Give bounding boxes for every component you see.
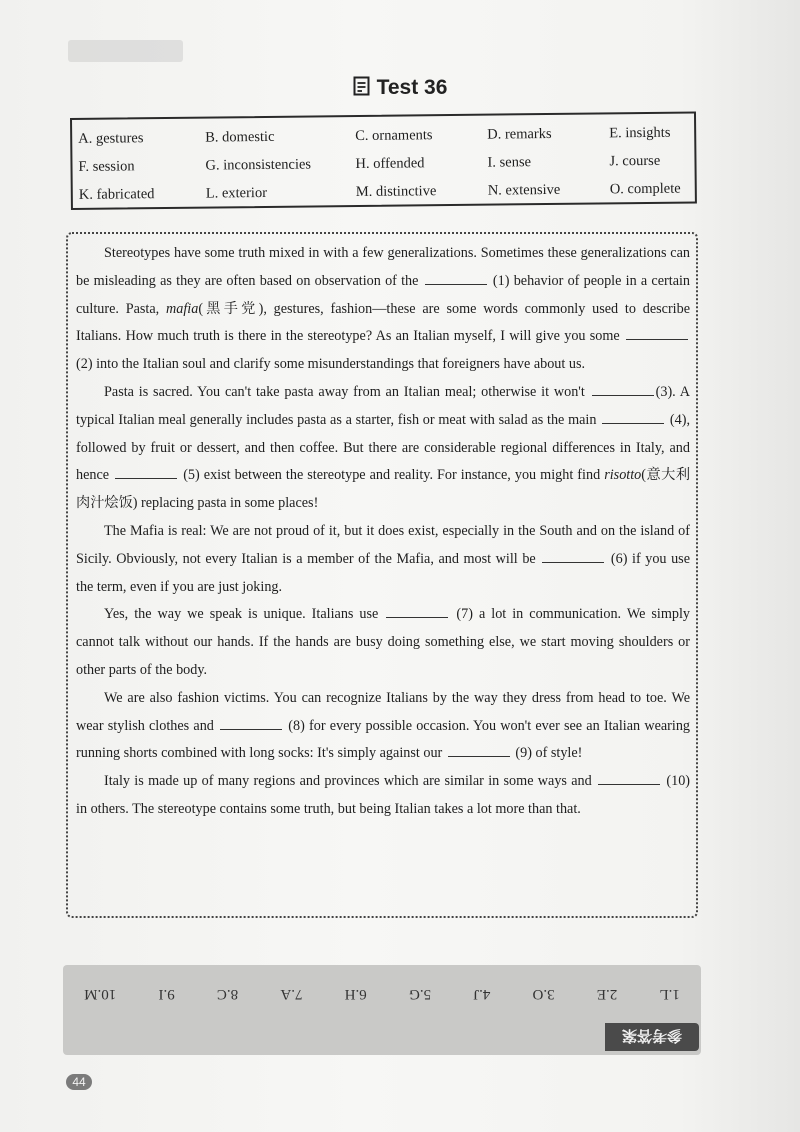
answer-blank-4[interactable] — [602, 409, 664, 424]
paragraph-1: Stereotypes have some truth mixed in with a few generalizations. Sometimes these generalizations can be misleading as they are often based on observation of the (1) behavior of people in a certain culture. Pasta, mafia(黑手党), gestures, fashion—these are some words commonly used to describe Italians. How much truth is there in the stereotype? As an Italian myself, I will give you some (2) into the Italian soul and clarify some misunderstandings that foreigners have about us. — [76, 245, 691, 373]
answer-item: 3.O — [532, 986, 555, 1003]
answer-blank-5[interactable] — [115, 464, 177, 479]
answer-key-label: 参考答案 — [605, 1023, 699, 1051]
word-option: I. sense — [487, 154, 532, 171]
word-option: K. fabricated — [78, 186, 155, 203]
answer-list — [63, 979, 701, 1009]
word-option: G. inconsistencies — [205, 156, 312, 174]
answer-key — [63, 965, 701, 1055]
word-bank — [70, 111, 697, 210]
answer-item: 4.J — [473, 986, 491, 1003]
paragraph-4: Yes, the way we speak is unique. Italians use (7) a lot in communication. We simply cannot talk without our hands. If the hands are busy doing something else, we start moving shoulders or other parts of the body. — [76, 601, 690, 684]
answer-blank-7[interactable] — [386, 603, 448, 618]
word-option: C. ornaments — [355, 127, 433, 145]
word-option: H. offended — [355, 155, 425, 173]
header-mark — [68, 40, 183, 62]
word-option: L. exterior — [205, 184, 268, 202]
word-option: E. insights — [609, 124, 671, 142]
answer-blank-6[interactable] — [542, 548, 604, 563]
answer-blank-1[interactable] — [425, 270, 487, 285]
word-option: J. course — [609, 152, 661, 170]
answer-blank-8[interactable] — [220, 715, 282, 730]
answer-item: 6.H — [344, 986, 367, 1003]
answer-item: 5.G — [408, 986, 432, 1003]
word-option: D. remarks — [487, 125, 552, 143]
word-option: N. extensive — [487, 181, 561, 199]
word-option: M. distinctive — [355, 183, 437, 201]
answer-blank-9[interactable] — [448, 742, 510, 757]
title-text: Test 36 — [376, 76, 448, 99]
word-option: A. gestures — [78, 130, 144, 147]
answer-item: 10.M — [84, 986, 117, 1003]
paragraph-6: Italy is made up of many regions and provinces which are similar in some ways and (10) in others. The stereotype contains some truth, but being Italian takes a lot more than that. — [76, 768, 690, 824]
word-option: O. complete — [609, 180, 681, 198]
answer-item: 7.A — [280, 986, 303, 1003]
page-number: 44 — [66, 1074, 92, 1090]
answer-item: 9.I — [158, 986, 175, 1003]
document-icon — [353, 76, 371, 102]
answer-item: 8.C — [216, 986, 239, 1003]
answer-blank-3[interactable] — [592, 381, 654, 396]
answer-blank-10[interactable] — [598, 770, 660, 785]
word-option: F. session — [78, 158, 135, 175]
answer-item: 1.L — [659, 986, 680, 1003]
paragraph-2: Pasta is sacred. You can't take pasta away from an Italian meal; otherwise it won't (3). A typical Italian meal generally includes pasta as a starter, fish or meat with salad as the main (4), followed by fruit or dessert, and then coffee. But there are considerable regional differences in Italy, and hence (5) exist between the stereotype and reality. For instance, you might find risotto(意大利肉汁烩饭) replacing pasta in some places! — [76, 379, 690, 518]
paragraph-5: We are also fashion victims. You can recognize Italians by the way they dress from head to toe. We wear stylish clothes and (8) for every possible occasion. You won't ever see an Italian wearing running shorts combined with long socks: It's simply against our (9) of style! — [76, 689, 691, 762]
word-option: B. domestic — [205, 128, 275, 146]
page-title — [0, 76, 800, 102]
paragraph-3: The Mafia is real: We are not proud of it, but it does exist, especially in the South and on the island of Sicily. Obviously, not every Italian is a member of the Mafia, and most will be (6) if you use the term, even if you are just joking. — [76, 522, 691, 595]
answer-blank-2[interactable] — [626, 325, 688, 340]
reading-passage — [66, 232, 698, 918]
answer-item: 2.E — [596, 986, 618, 1003]
